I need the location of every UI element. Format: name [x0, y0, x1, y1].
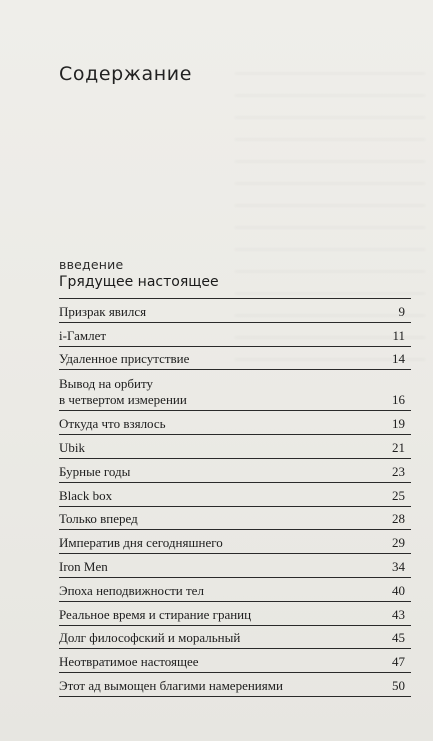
- toc-entry-title: Удаленное присутствие: [59, 351, 190, 367]
- toc-entry-page: 40: [392, 582, 405, 598]
- toc-entry: [59, 626, 411, 650]
- toc-entry-title: Долг философский и моральный: [59, 630, 241, 646]
- section-title: Грядущее настоящее: [59, 274, 219, 290]
- toc-entry: [59, 299, 411, 323]
- toc-entry: [59, 649, 411, 673]
- toc-list: [59, 298, 411, 697]
- toc-entry: [59, 483, 411, 507]
- toc-entry-title: Призрак явился: [59, 303, 147, 319]
- toc-entry: [59, 370, 411, 411]
- toc-entry-title: Эпоха неподвижности тел: [59, 582, 204, 598]
- toc-entry-page: 34: [392, 558, 405, 574]
- toc-entry: [59, 530, 411, 554]
- toc-entry: [59, 411, 411, 435]
- toc-entry-title: Бурные годы: [59, 463, 131, 479]
- toc-entry-title: Этот ад вымощен благими намерениями: [59, 677, 283, 693]
- toc-entry: [59, 507, 411, 531]
- toc-entry-page: 47: [392, 654, 405, 670]
- toc-entry-page: 45: [392, 630, 405, 646]
- toc-entry: [59, 554, 411, 578]
- toc-entry: [59, 323, 411, 347]
- toc-entry-title: Iron Men: [59, 558, 108, 574]
- toc-entry-title: Откуда что взялось: [59, 416, 166, 432]
- toc-entry: [59, 347, 411, 371]
- toc-entry-title: i-Гамлет: [59, 327, 107, 343]
- toc-entry: [59, 459, 411, 483]
- toc-entry-title: Реальное время и стирание границ: [59, 606, 252, 622]
- toc-entry-page: 16: [392, 392, 405, 408]
- section-label: введение: [59, 257, 124, 272]
- toc-entry-page: 29: [392, 535, 405, 551]
- toc-entry-page: 25: [392, 487, 405, 503]
- toc-entry-page: 21: [392, 439, 405, 455]
- toc-entry-page: 19: [392, 416, 405, 432]
- toc-entry: [59, 673, 411, 697]
- toc-entry-title: Только вперед: [59, 511, 138, 527]
- toc-entry-title: Black box: [59, 487, 113, 503]
- toc-entry-title: Неотвратимое настоящее: [59, 654, 199, 670]
- toc-entry: [59, 602, 411, 626]
- toc-entry: [59, 578, 411, 602]
- toc-entry-page: 14: [392, 351, 405, 367]
- toc-entry-page: 9: [398, 303, 405, 319]
- toc-entry-page: 11: [392, 327, 405, 343]
- toc-entry-page: 50: [392, 677, 405, 693]
- toc-entry-page: 23: [392, 463, 405, 479]
- toc-entry-page: 28: [392, 511, 405, 527]
- toc-entry-title: Вывод на орбиту в четвертом измерении: [59, 376, 187, 408]
- toc-entry-page: 43: [392, 606, 405, 622]
- toc-entry-title: Императив дня сегодняшнего: [59, 535, 223, 551]
- toc-entry-title: Ubik: [59, 439, 85, 455]
- contents-heading: Содержание: [59, 63, 192, 85]
- toc-entry: [59, 435, 411, 459]
